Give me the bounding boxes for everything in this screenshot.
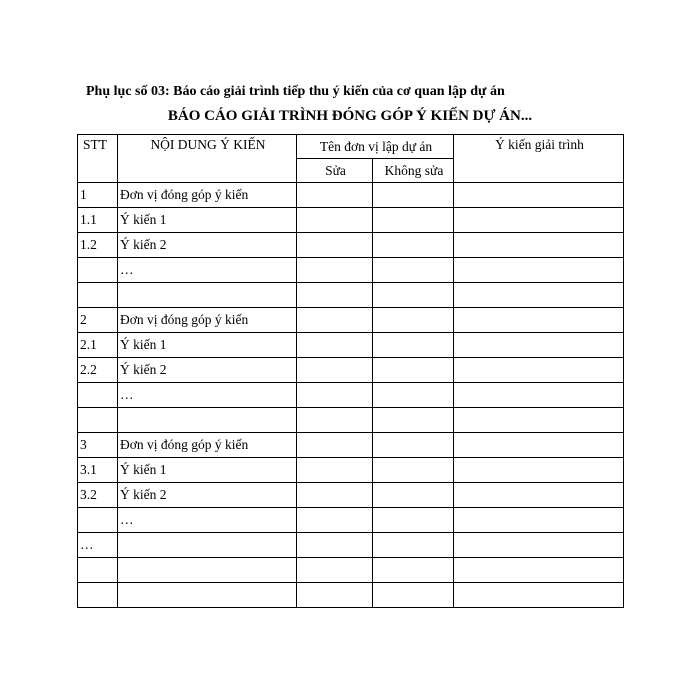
table-row — [78, 433, 624, 458]
row-stt: … — [78, 533, 118, 558]
row-content: Đơn vị đóng góp ý kiến — [118, 183, 297, 208]
cell-fixed — [297, 583, 373, 608]
cell-explanation — [454, 358, 624, 383]
cell-fixed — [297, 558, 373, 583]
row-content — [118, 533, 297, 558]
header-fixed: Sửa — [297, 159, 373, 183]
cell-not-fixed — [373, 258, 454, 283]
cell-fixed — [297, 383, 373, 408]
cell-not-fixed — [373, 358, 454, 383]
row-stt: 1.2 — [78, 233, 118, 258]
cell-explanation — [454, 208, 624, 233]
header-not-fixed: Không sửa — [373, 159, 454, 183]
table-row — [78, 458, 624, 483]
table-row — [78, 308, 624, 333]
row-stt: 1 — [78, 183, 118, 208]
row-content — [118, 283, 297, 308]
cell-explanation — [454, 383, 624, 408]
row-content: Ý kiến 1 — [118, 458, 297, 483]
row-content: … — [118, 258, 297, 283]
table-row — [78, 233, 624, 258]
row-stt — [78, 383, 118, 408]
row-stt: 2.1 — [78, 333, 118, 358]
cell-explanation — [454, 408, 624, 433]
row-stt — [78, 508, 118, 533]
cell-not-fixed — [373, 483, 454, 508]
cell-explanation — [454, 583, 624, 608]
cell-not-fixed — [373, 458, 454, 483]
cell-fixed — [297, 283, 373, 308]
cell-not-fixed — [373, 508, 454, 533]
cell-fixed — [297, 433, 373, 458]
cell-not-fixed — [373, 308, 454, 333]
cell-not-fixed — [373, 583, 454, 608]
cell-explanation — [454, 508, 624, 533]
table-row — [78, 183, 624, 208]
row-stt — [78, 583, 118, 608]
row-content — [118, 583, 297, 608]
cell-not-fixed — [373, 283, 454, 308]
cell-fixed — [297, 458, 373, 483]
table-row — [78, 358, 624, 383]
header-explanation: Ý kiến giải trình — [454, 135, 624, 183]
cell-explanation — [454, 283, 624, 308]
row-content: Ý kiến 1 — [118, 333, 297, 358]
cell-explanation — [454, 333, 624, 358]
feedback-table — [77, 134, 624, 608]
row-stt — [78, 283, 118, 308]
table-row — [78, 383, 624, 408]
cell-not-fixed — [373, 408, 454, 433]
table-row — [78, 333, 624, 358]
cell-not-fixed — [373, 208, 454, 233]
table-row — [78, 208, 624, 233]
row-content: Đơn vị đóng góp ý kiến — [118, 433, 297, 458]
cell-not-fixed — [373, 533, 454, 558]
row-stt: 3 — [78, 433, 118, 458]
row-stt: 2 — [78, 308, 118, 333]
cell-fixed — [297, 208, 373, 233]
cell-fixed — [297, 408, 373, 433]
table-row — [78, 408, 624, 433]
cell-explanation — [454, 533, 624, 558]
row-content: … — [118, 383, 297, 408]
table-row — [78, 583, 624, 608]
row-stt: 3.2 — [78, 483, 118, 508]
cell-explanation — [454, 483, 624, 508]
cell-explanation — [454, 233, 624, 258]
cell-fixed — [297, 533, 373, 558]
row-content: … — [118, 508, 297, 533]
table-row — [78, 283, 624, 308]
row-content: Ý kiến 1 — [118, 208, 297, 233]
row-stt — [78, 258, 118, 283]
row-content: Ý kiến 2 — [118, 233, 297, 258]
row-content: Ý kiến 2 — [118, 483, 297, 508]
table-row — [78, 533, 624, 558]
cell-fixed — [297, 308, 373, 333]
cell-not-fixed — [373, 433, 454, 458]
row-content — [118, 408, 297, 433]
cell-fixed — [297, 233, 373, 258]
cell-fixed — [297, 183, 373, 208]
row-content — [118, 558, 297, 583]
cell-explanation — [454, 258, 624, 283]
cell-explanation — [454, 433, 624, 458]
header-content: NỘI DUNG Ý KIẾN — [118, 135, 297, 183]
table-row — [78, 558, 624, 583]
cell-fixed — [297, 258, 373, 283]
row-stt: 3.1 — [78, 458, 118, 483]
cell-not-fixed — [373, 558, 454, 583]
cell-explanation — [454, 183, 624, 208]
table-row — [78, 508, 624, 533]
row-stt — [78, 558, 118, 583]
table-row — [78, 483, 624, 508]
cell-explanation — [454, 558, 624, 583]
cell-not-fixed — [373, 383, 454, 408]
header-stt: STT — [78, 135, 118, 183]
report-title: BÁO CÁO GIẢI TRÌNH ĐÓNG GÓP Ý KIẾN DỰ ÁN... — [167, 108, 533, 124]
cell-not-fixed — [373, 183, 454, 208]
cell-fixed — [297, 358, 373, 383]
table-row — [78, 258, 624, 283]
row-content: Ý kiến 2 — [118, 358, 297, 383]
cell-not-fixed — [373, 333, 454, 358]
header-unit: Tên đơn vị lập dự án — [297, 135, 454, 159]
row-stt: 2.2 — [78, 358, 118, 383]
cell-fixed — [297, 483, 373, 508]
row-stt — [78, 408, 118, 433]
row-stt: 1.1 — [78, 208, 118, 233]
cell-explanation — [454, 458, 624, 483]
appendix-subtitle: Phụ lục số 03: Báo cáo giải trình tiếp thu ý kiến của cơ quan lập dự án — [86, 84, 505, 99]
row-content: Đơn vị đóng góp ý kiến — [118, 308, 297, 333]
cell-explanation — [454, 308, 624, 333]
cell-fixed — [297, 333, 373, 358]
cell-not-fixed — [373, 233, 454, 258]
cell-fixed — [297, 508, 373, 533]
